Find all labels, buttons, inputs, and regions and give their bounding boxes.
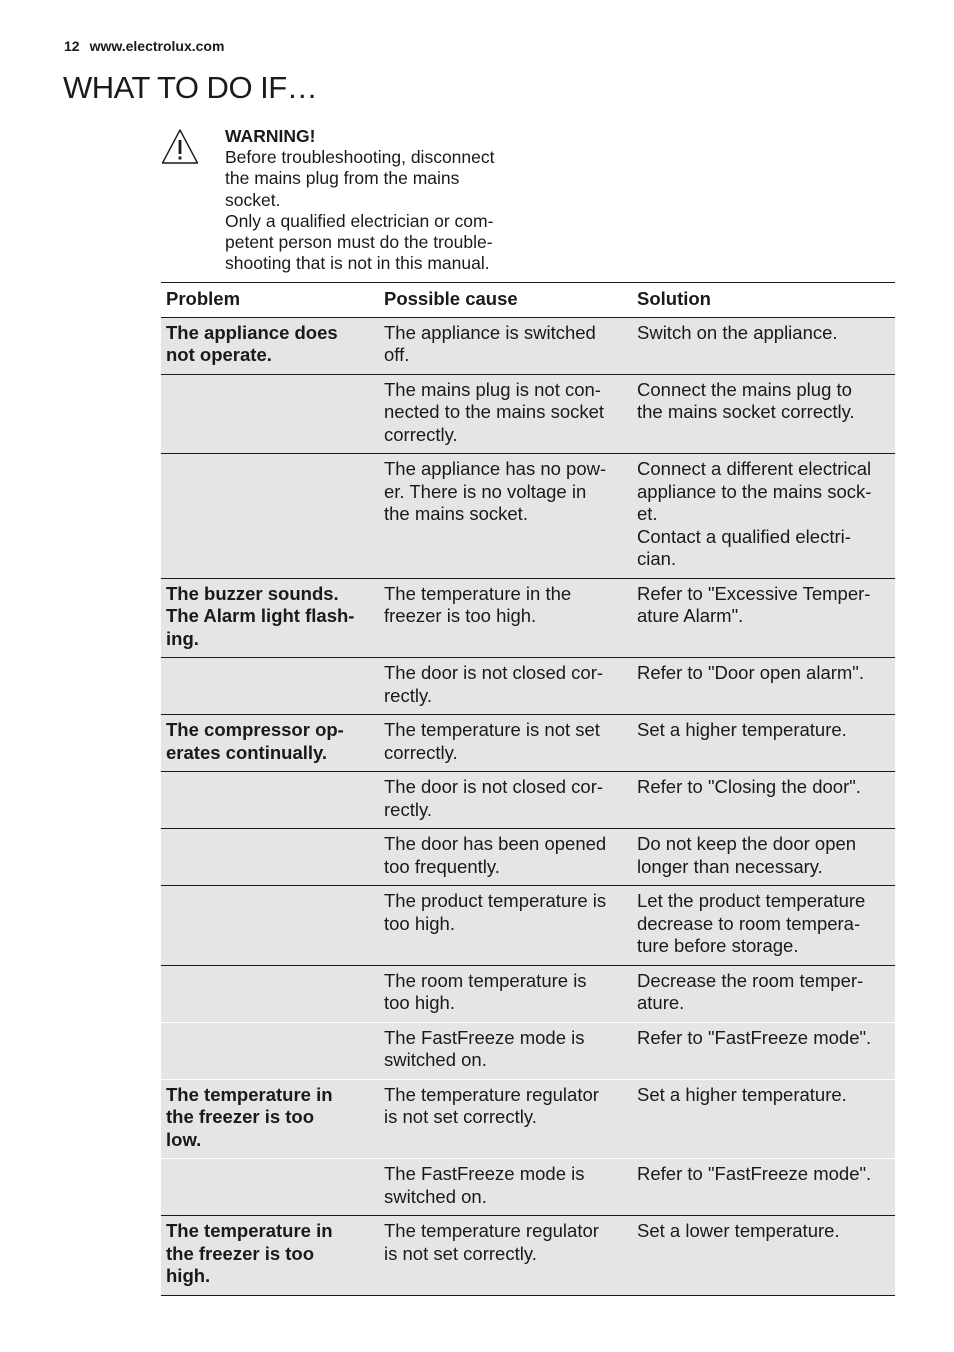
table-row: [161, 715, 895, 772]
solution-line: Set a lower temperature.: [637, 1220, 840, 1241]
warning-line: petent person must do the trouble-: [225, 232, 493, 253]
warning-triangle-icon: [160, 127, 200, 167]
problem-cell: [161, 1079, 379, 1159]
cause-line: switched on.: [384, 1185, 487, 1207]
problem-line: The buzzer sounds.: [166, 582, 339, 604]
cause-line: The FastFreeze mode is: [384, 1026, 585, 1048]
table-row: [161, 578, 895, 658]
problem-line: the freezer is too: [166, 1242, 315, 1264]
page-title: WHAT TO DO IF…: [63, 70, 318, 105]
cause-line: The appliance has no pow-: [384, 458, 607, 479]
solution-cell: [632, 829, 895, 886]
solution-line: cian.: [637, 548, 677, 569]
cause-line: The door is not closed cor-: [384, 776, 604, 797]
problem-line: The Alarm light flash-: [166, 605, 355, 626]
solution-line: Refer to "Door open alarm".: [637, 662, 865, 683]
warning-text: [225, 126, 525, 274]
cause-cell: [379, 658, 632, 715]
solution-line: Refer to "FastFreeze mode".: [637, 1026, 872, 1048]
cause-cell: [379, 965, 632, 1022]
solution-line: Connect the mains plug to: [637, 378, 852, 400]
solution-cell: [632, 374, 895, 454]
problem-cell: [161, 578, 379, 658]
solution-line: Refer to "FastFreeze mode".: [637, 1163, 872, 1184]
problem-cell: [161, 1216, 379, 1296]
problem-line: The temperature in: [166, 1220, 333, 1241]
solution-cell: [632, 1159, 895, 1216]
cause-line: switched on.: [384, 1049, 487, 1070]
cause-line: is not set correctly.: [384, 1106, 537, 1127]
cause-line: too frequently.: [384, 855, 500, 877]
solution-cell: [632, 658, 895, 715]
cause-line: correctly.: [384, 423, 458, 445]
problem-cell: [161, 886, 379, 966]
problem-cell: [161, 1022, 379, 1079]
header-cause: Possible cause: [379, 283, 632, 318]
solution-cell: [632, 1079, 895, 1159]
problem-line: low.: [166, 1128, 202, 1150]
solution-line: ture before storage.: [637, 935, 799, 956]
problem-line: high.: [166, 1265, 211, 1286]
solution-cell: [632, 772, 895, 829]
table-row: [161, 1079, 895, 1159]
cause-line: The temperature is not set: [384, 719, 600, 740]
table-row: [161, 454, 895, 579]
problem-cell: [161, 317, 379, 374]
cause-line: The product temperature is: [384, 890, 607, 911]
solution-cell: [632, 317, 895, 374]
solution-line: ature Alarm".: [637, 605, 744, 626]
table-row: [161, 829, 895, 886]
cause-line: too high.: [384, 912, 455, 934]
solution-line: Decrease the room temper-: [637, 969, 864, 991]
solution-line: Connect a different electrical: [637, 458, 872, 479]
solution-cell: [632, 1216, 895, 1296]
solution-cell: [632, 965, 895, 1022]
solution-line: Set a higher temperature.: [637, 719, 847, 740]
header-solution: Solution: [632, 283, 895, 318]
solution-cell: [632, 578, 895, 658]
cause-line: too high.: [384, 992, 455, 1013]
cause-line: er. There is no voltage in: [384, 480, 587, 502]
cause-line: The FastFreeze mode is: [384, 1163, 585, 1184]
solution-line: longer than necessary.: [637, 855, 823, 877]
page-number: 12: [64, 38, 80, 54]
table-row: [161, 772, 895, 829]
table-row: [161, 1159, 895, 1216]
cause-line: The mains plug is not con-: [384, 378, 601, 400]
problem-cell: [161, 1159, 379, 1216]
troubleshooting-table: [161, 282, 895, 1296]
table-row: [161, 965, 895, 1022]
cause-line: The temperature in the: [384, 582, 572, 604]
problem-line: the freezer is too: [166, 1106, 315, 1127]
cause-cell: [379, 715, 632, 772]
problem-line: not operate.: [166, 344, 272, 365]
cause-line: The door is not closed cor-: [384, 662, 604, 683]
website-link[interactable]: www.electrolux.com: [89, 38, 225, 54]
solution-line: Do not keep the door open: [637, 833, 857, 854]
table-header-row: [161, 283, 895, 318]
solution-line: the mains socket correctly.: [637, 401, 855, 422]
cause-cell: [379, 772, 632, 829]
table-row: [161, 374, 895, 454]
problem-cell: [161, 829, 379, 886]
warning-line: Only a qualified electrician or com-: [225, 210, 494, 231]
cause-line: The temperature regulator: [384, 1220, 599, 1241]
warning-line: the mains plug from the mains: [225, 168, 460, 189]
cause-line: is not set correctly.: [384, 1242, 537, 1264]
solution-line: ature.: [637, 992, 685, 1013]
cause-cell: [379, 1022, 632, 1079]
cause-cell: [379, 829, 632, 886]
solution-cell: [632, 715, 895, 772]
cause-cell: [379, 454, 632, 579]
solution-cell: [632, 886, 895, 966]
cause-cell: [379, 578, 632, 658]
cause-line: The appliance is switched: [384, 321, 596, 343]
warning-line: socket.: [225, 189, 281, 210]
cause-cell: [379, 886, 632, 966]
cause-line: freezer is too high.: [384, 605, 537, 626]
cause-line: correctly.: [384, 741, 458, 763]
problem-cell: [161, 454, 379, 579]
solution-line: appliance to the mains sock-: [637, 480, 872, 502]
cause-line: The door has been opened: [384, 833, 607, 854]
page-header: [64, 38, 224, 54]
problem-line: The temperature in: [166, 1083, 333, 1105]
warning-line: Before troubleshooting, disconnect: [225, 147, 495, 168]
problem-cell: [161, 715, 379, 772]
cause-cell: [379, 317, 632, 374]
solution-cell: [632, 1022, 895, 1079]
solution-line: Refer to "Closing the door".: [637, 776, 861, 797]
solution-line: Contact a qualified electri-: [637, 525, 851, 547]
cause-cell: [379, 374, 632, 454]
problem-line: erates continually.: [166, 741, 328, 763]
cause-line: rectly.: [384, 684, 432, 706]
header-problem: Problem: [161, 283, 379, 318]
problem-cell: [161, 772, 379, 829]
problem-cell: [161, 374, 379, 454]
problem-cell: [161, 965, 379, 1022]
table-row: [161, 1216, 895, 1296]
problem-line: The compressor op-: [166, 719, 344, 740]
cause-line: rectly.: [384, 798, 432, 820]
table-row: [161, 1022, 895, 1079]
solution-line: Let the product temperature: [637, 890, 866, 911]
cause-line: the mains socket.: [384, 503, 528, 524]
cause-cell: [379, 1079, 632, 1159]
solution-line: Set a higher temperature.: [637, 1083, 847, 1105]
cause-line: The temperature regulator: [384, 1083, 599, 1105]
problem-line: The appliance does: [166, 321, 338, 343]
table-row: [161, 317, 895, 374]
solution-line: decrease to room tempera-: [637, 912, 861, 934]
solution-line: Switch on the appliance.: [637, 321, 838, 343]
table-row: [161, 658, 895, 715]
cause-line: off.: [384, 344, 410, 365]
table-body: [161, 317, 895, 1295]
solution-line: Refer to "Excessive Temper-: [637, 582, 871, 604]
cause-line: The room temperature is: [384, 969, 587, 991]
problem-line: ing.: [166, 627, 199, 649]
cause-line: nected to the mains socket: [384, 401, 605, 422]
solution-cell: [632, 454, 895, 579]
cause-cell: [379, 1159, 632, 1216]
problem-cell: [161, 658, 379, 715]
warning-box: [160, 126, 540, 274]
warning-title: WARNING!: [225, 126, 316, 146]
solution-line: et.: [637, 503, 658, 524]
cause-cell: [379, 1216, 632, 1296]
table-row: [161, 886, 895, 966]
warning-line: shooting that is not in this manual.: [225, 253, 490, 274]
